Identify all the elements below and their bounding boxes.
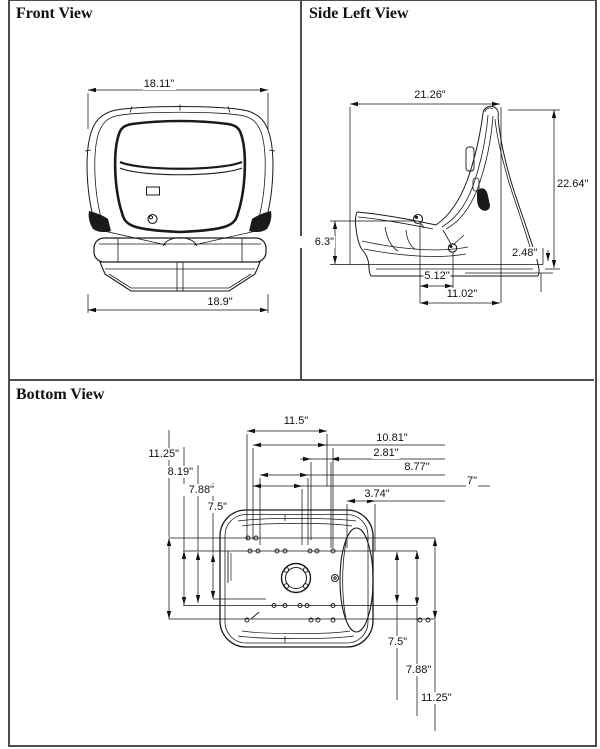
dim-bottom-left-7-5: 7.5" (199, 501, 228, 513)
dim-bottom-width-10-81: 10.81" (376, 432, 408, 444)
side-latch-and-knobs (415, 188, 490, 248)
dim-side-cushion-height: 6.3" (300, 236, 335, 248)
bottom-mounting-holes (245, 536, 430, 622)
bottom-seat-pan (220, 510, 373, 647)
front-view-drawing (8, 0, 301, 380)
dim-bottom-left-8-19: 8.19" (161, 466, 194, 478)
dim-side-front-mount: 5.12" (424, 270, 450, 282)
panel-title-side: Side Left View (309, 5, 409, 22)
bottom-view-drawing (8, 380, 595, 746)
dim-bottom-width-3-74: 3.74" (364, 488, 390, 500)
dim-front-top-width: 18.11" (143, 78, 175, 90)
side-view-drawing (301, 0, 595, 380)
dim-bottom-left-11-25: 11.25" (144, 448, 180, 460)
dim-side-overall-height: 22.64" (557, 178, 589, 190)
dim-bottom-width-11-5: 11.5" (283, 415, 309, 427)
front-side-bolsters (89, 211, 272, 232)
dim-bottom-width-2-81: 2.81" (373, 447, 399, 459)
front-cushion (115, 121, 245, 232)
dim-bottom-left-7-88: 7.88" (182, 484, 215, 496)
dim-side-depth: 21.26" (414, 89, 446, 101)
dim-side-rear-offset: 2.48" (512, 247, 538, 259)
bottom-dimension-lines (169, 430, 490, 731)
dim-front-bottom-width: 18.9" (207, 296, 233, 308)
dim-bottom-width-7: 7" (466, 475, 478, 487)
dim-bottom-right-11-25: 11.25" (421, 692, 452, 704)
dim-bottom-width-8-77: 8.77" (404, 461, 430, 473)
dim-bottom-right-7-88: 7.88" (406, 664, 432, 676)
dim-side-mount-span: 11.02" (446, 288, 478, 300)
front-seat-base (94, 238, 266, 291)
dim-bottom-right-7-5: 7.5" (388, 636, 408, 648)
panel-title-bottom: Bottom View (16, 386, 105, 403)
panel-title-front: Front View (16, 5, 93, 22)
